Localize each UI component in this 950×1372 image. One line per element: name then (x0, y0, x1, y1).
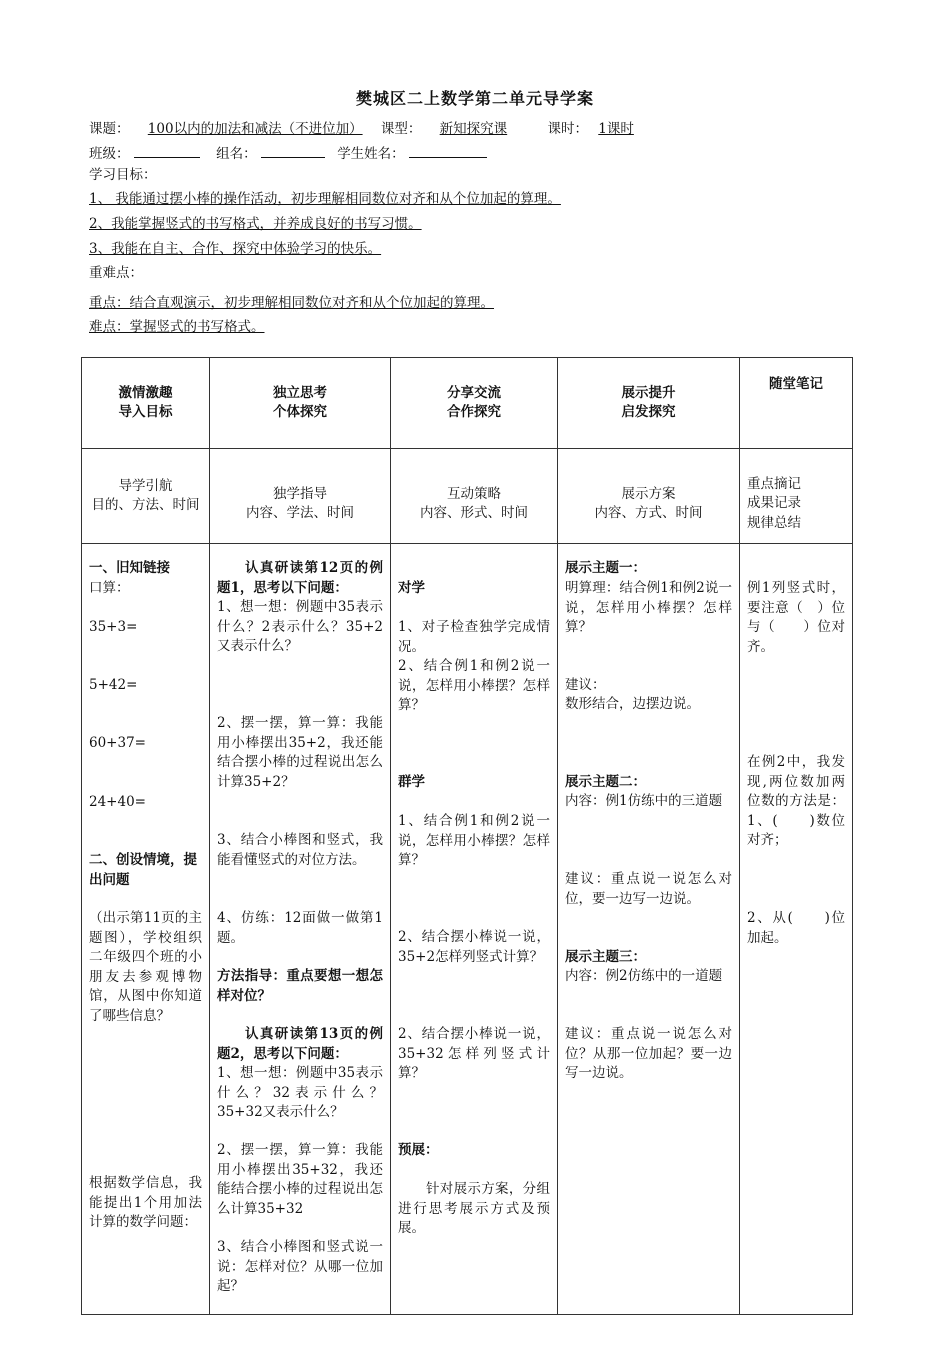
header-cell: 独立思考 个体探究 (210, 358, 391, 449)
theme1-suggest-label: 建议： (565, 677, 606, 693)
key-points-heading: 重难点： (89, 265, 143, 281)
header-cell: 激情激趣 导入目标 (82, 358, 210, 449)
example1-q3: 3、结合小棒图和竖式，我能看懂竖式的对位方法。 (217, 832, 383, 868)
header-cell: 展示提升 启发探究 (558, 358, 740, 449)
mental-calc-label: 口算： (89, 580, 130, 596)
group-study-title: 群学 (398, 774, 425, 790)
subheader-cell: 互动策略 内容、形式、时间 (391, 449, 558, 544)
group-study-item-3: 2、结合摆小棒说一说，35+32怎样列竖式计算？ (398, 1026, 550, 1081)
study-plan-table (81, 357, 853, 1315)
calc-item: 60+37= (89, 735, 146, 751)
calc-item: 35+3= (89, 619, 138, 635)
theme3-text: 内容：例2仿练中的一道题 (565, 968, 723, 984)
difficult-point: 难点：掌握竖式的书写格式。 (89, 319, 265, 335)
scenario-question: 根据数学信息，我能提出1个用加法计算的数学问题： (89, 1175, 202, 1230)
example2-q2: 2、摆一摆，算一算：我能用小棒摆出35+32，我还能结合摆小棒的过程说出怎么计算35+32 (217, 1142, 383, 1217)
calc-item: 24+40= (89, 794, 146, 810)
group-blank[interactable] (261, 143, 325, 158)
lesson-type-label: 课型： (380, 121, 422, 137)
theme3-title: 展示主题三： (565, 949, 646, 965)
note-3: 2、从( )位加起。 (747, 910, 845, 946)
theme2-title: 展示主题二： (565, 774, 646, 790)
scenario-text: （出示第11页的主题图），学校组织二年级四个班的小朋友去参观博物馆，从图中你知道了哪些信息？ (89, 910, 202, 1024)
table-subheader-row (82, 449, 853, 544)
note-1: 例1列竖式时，要注意（ ）位与（ ）位对齐。 (747, 580, 845, 655)
lesson-type-value: 新知探究课 (439, 121, 508, 137)
topic-label: 课题： (89, 121, 130, 137)
pair-study-item-1: 1、对子检查独学完成情况。 (398, 619, 550, 655)
subheader-cell: 展示方案 内容、方式、时间 (558, 449, 740, 544)
example1-q4: 4、仿练：12面做一做第1题。 (217, 910, 383, 946)
preview-text: 针对展示方案，分组进行思考展示方式及预展。 (398, 1181, 550, 1236)
intro-cell (82, 544, 210, 1315)
subheader-cell: 重点摘记 成果记录 规律总结 (740, 449, 853, 544)
theme2-suggestion: 建议：重点说一说怎么对位，要一边写一边说。 (565, 871, 732, 907)
header-cell: 分享交流 合作探究 (391, 358, 558, 449)
lesson-meta-row (89, 117, 660, 137)
page-title: 樊城区二上数学第二单元导学案 (355, 89, 594, 108)
group-label: 组名： (216, 146, 257, 162)
theme2-text: 内容：例1仿练中的三道题 (565, 793, 723, 809)
goal-item-1: 1、 我能通过摆小棒的操作活动，初步理解相同数位对齐和从个位加起的算理。 (89, 191, 561, 207)
presentation-cell (558, 544, 740, 1315)
class-label: 班级： (89, 146, 130, 162)
pair-study-item-2: 2、结合例1和例2说一说，怎样用小棒摆？怎样算？ (398, 658, 550, 713)
example1-q1: 1、想一想：例题中35表示什么？2表示什么？35+2又表示什么？ (217, 599, 383, 654)
table-body-row (82, 544, 853, 1315)
example1-q2: 2、摆一摆，算一算：我能用小棒摆出35+2，我还能结合摆小棒的过程说出怎么计算35+2？ (217, 715, 383, 790)
note-2: 在例2中，我发现,两位数加两位数的方法是：1、( )数位对齐； (747, 754, 845, 848)
table-header-row (82, 358, 853, 449)
goal-item-2: 2、我能掌握竖式的书写格式，并养成良好的书写习惯。 (89, 216, 422, 232)
example2-title: 认真研读第13页的例题2，思考以下问题： (217, 1026, 383, 1062)
pair-study-title: 对学 (398, 580, 425, 596)
student-name-label: 学生姓名： (337, 146, 405, 162)
group-study-item-2: 2、结合摆小棒说一说，35+2怎样列竖式计算？ (398, 929, 550, 965)
example1-title: 认真研读第12页的例题1，思考以下问题： (217, 560, 383, 596)
review-title: 一、旧知链接 (89, 560, 170, 576)
method-guide: 方法指导：重点要想一想怎样对位？ (217, 968, 383, 1004)
theme3-suggestion: 建议：重点说一说怎么对位？从那一位加起？要一边写一边说。 (565, 1026, 732, 1081)
goal-item-3: 3、我能在自主、合作、探究中体验学习的快乐。 (89, 241, 382, 257)
group-study-item-1: 1、结合例1和例2说一说，怎样用小棒摆？怎样算？ (398, 813, 550, 868)
scenario-title: 二、创设情境，提出问题 (89, 852, 197, 888)
example2-q3: 3、结合小棒图和竖式说一说：怎样对位？从哪一位加起？ (217, 1239, 383, 1294)
notes-cell (740, 544, 853, 1315)
student-info-row (89, 142, 487, 162)
key-point: 重点：结合直观演示，初步理解相同数位对齐和从个位加起的算理。 (89, 295, 494, 311)
cooperative-study-cell (391, 544, 558, 1315)
subheader-cell: 独学指导 内容、学法、时间 (210, 449, 391, 544)
header-cell: 随堂笔记 (740, 358, 853, 449)
goals-heading: 学习目标： (89, 167, 157, 183)
example2-q1: 1、想一想：例题中35表示什么？32表示什么？35+32又表示什么？ (217, 1065, 383, 1120)
lesson-hours-label: 课时： (547, 121, 588, 137)
lesson-hours-value: 1课时 (598, 121, 634, 137)
student-name-blank[interactable] (409, 143, 487, 158)
theme1-suggestion: 数形结合，边摆边说。 (565, 696, 700, 712)
independent-study-cell (210, 544, 391, 1315)
calc-item: 5+42= (89, 677, 138, 693)
preview-title: 预展： (398, 1142, 439, 1158)
theme1-text: 明算理：结合例1和例2说一说，怎样用小棒摆？怎样算？ (565, 580, 732, 635)
class-blank[interactable] (134, 143, 200, 158)
theme1-title: 展示主题一： (565, 560, 646, 576)
topic-value: 100以内的加法和减法（不进位加） (147, 121, 363, 137)
subheader-cell: 导学引航 目的、方法、时间 (82, 449, 210, 544)
